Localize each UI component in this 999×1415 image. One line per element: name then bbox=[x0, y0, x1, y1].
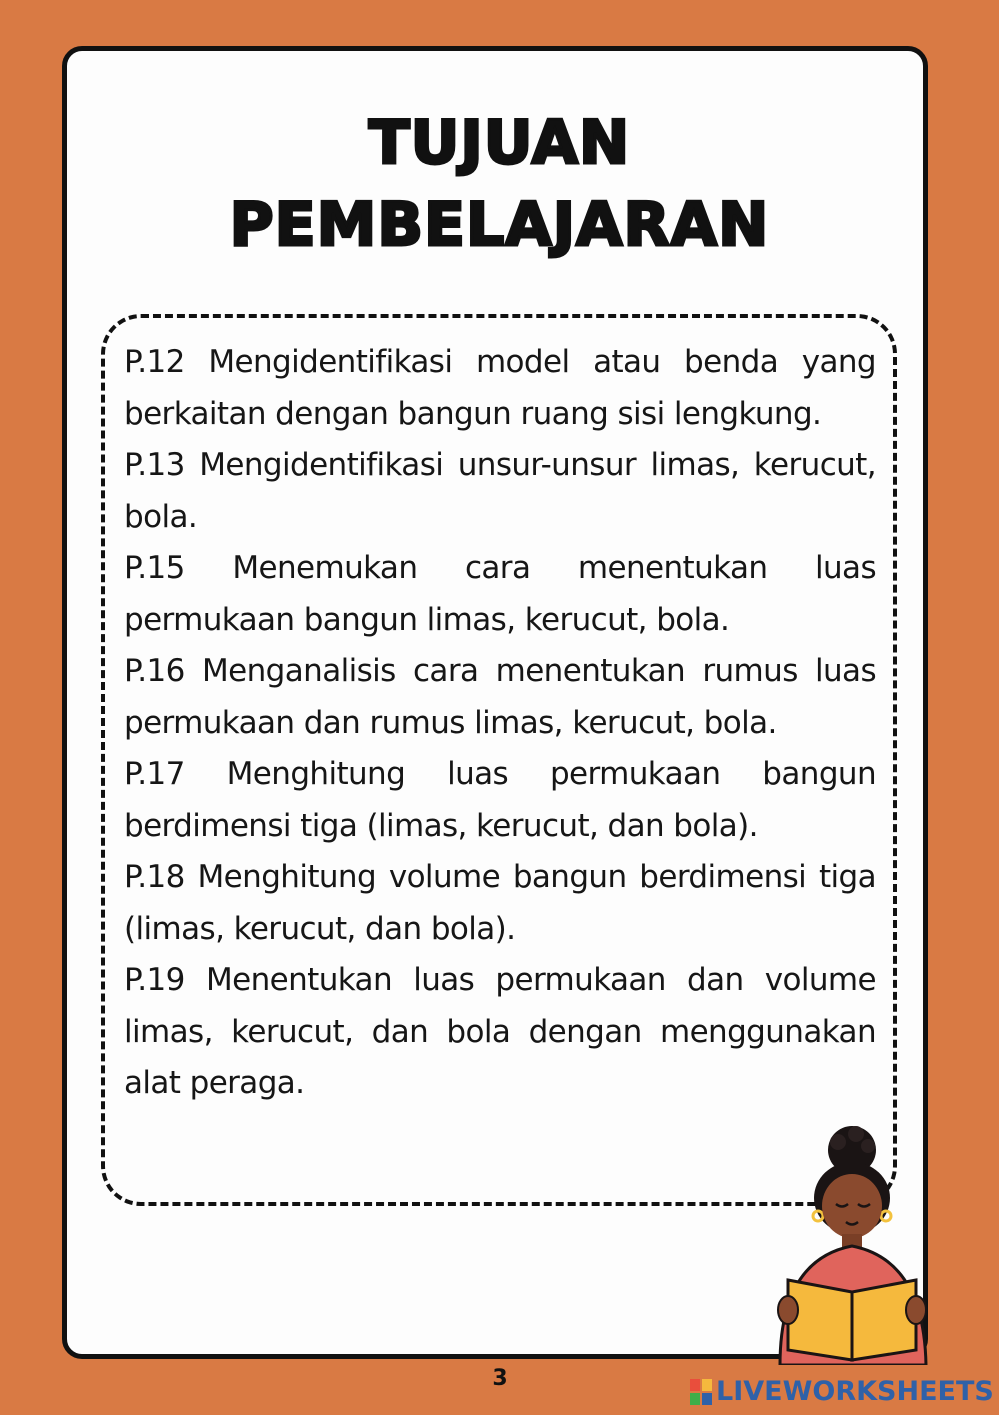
objective-item: P.18 Menghitung volume bangun berdimensi tiga (limas, kerucut, dan bola). bbox=[124, 859, 876, 947]
title-line-2: PEMBELAJARAN bbox=[229, 190, 770, 260]
liveworksheets-watermark[interactable] bbox=[690, 1376, 994, 1407]
objective-item: P.17 Menghitung luas permukaan bangun berdimensi tiga (limas, kerucut, dan bola). bbox=[124, 756, 876, 844]
objective-item: P.12 Mengidentifikasi model atau benda yang berkaitan dengan bangun ruang sisi lengkung. bbox=[124, 344, 876, 432]
title-line-1: TUJUAN bbox=[368, 108, 631, 178]
liveworksheets-logo-icon bbox=[690, 1379, 712, 1405]
objective-item: P.16 Menganalisis cara menentukan rumus luas permukaan dan rumus limas, kerucut, bola. bbox=[124, 653, 876, 741]
page-title bbox=[0, 102, 999, 266]
learning-objectives-list bbox=[124, 337, 876, 1110]
page-number: 3 bbox=[492, 1366, 508, 1391]
objective-item: P.13 Mengidentifikasi unsur-unsur limas, kerucut, bola. bbox=[124, 447, 876, 535]
reading-girl-illustration bbox=[760, 1120, 945, 1365]
watermark-text: LIVEWORKSHEETS bbox=[716, 1376, 994, 1407]
objective-item: P.19 Menentukan luas permukaan dan volume limas, kerucut, dan bola dengan menggunakan alat peraga. bbox=[124, 962, 876, 1101]
objective-item: P.15 Menemukan cara menentukan luas permukaan bangun limas, kerucut, bola. bbox=[124, 550, 876, 638]
